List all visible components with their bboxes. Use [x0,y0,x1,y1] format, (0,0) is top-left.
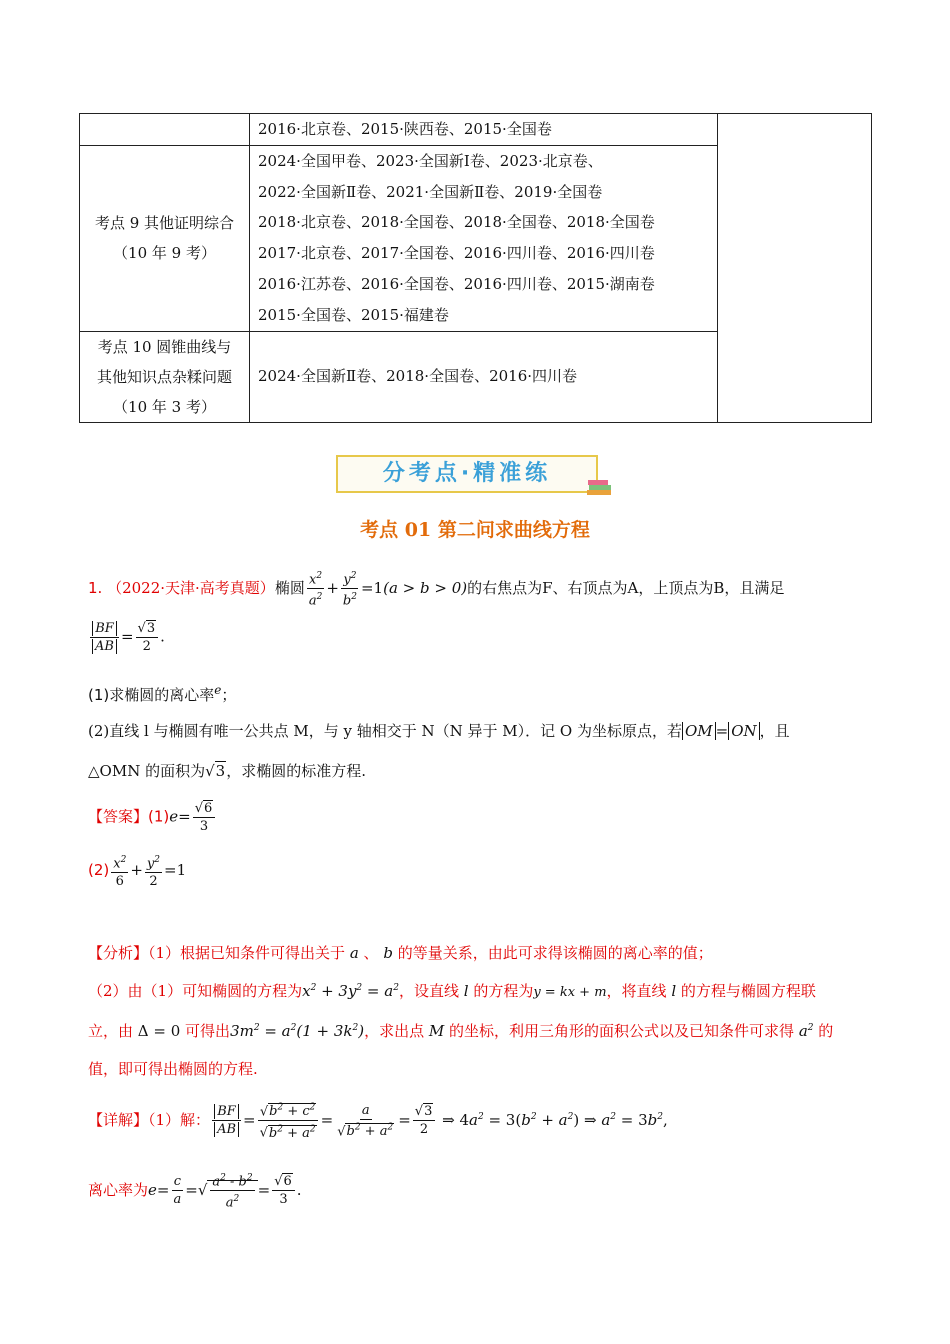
detail-line-2: 离心率为e= $\frac{c}{a}$ =√ $\frac{a^2 - b^2}{a^2}$ = $\frac{√6}{3}$ . [88,1170,302,1212]
analysis-line-2: （2）由（1）可知椭圆的方程为$x^2 + 3y^2 = a^2$，设直线 l 的方程为y = kx + m，将直线 l 的方程与椭圆方程联 [88,982,816,1000]
empty-cell [718,114,872,423]
books-icon [585,478,615,498]
question-2-cont: △OMN 的面积为√3，求椭圆的标准方程. [88,762,366,780]
detail-line-1: 【详解】（1）解： $\frac{BF}{AB}$ = $\frac{√b^2 + c^2}{√b^2 + a^2}$ = $\frac{a}{√b^2 + a^2}$ = $\frac{√3}{2}$ ⇒ $4a^2 = 3(b^2 + a^2)$ ⇒ $a^2 = 3b^2$, [88,1100,668,1142]
question-2: (2)直线 l 与椭圆有唯一公共点 M，与 y 轴相交于 N（N 异于 M）．记 O 为坐标原点，若 OM = ON ，且 [88,722,790,740]
topic-cell: 考点 10 圆锥曲线与 其他知识点杂糅问题 （10 年 3 考） [80,331,250,422]
question-1: (1)求椭圆的离心率$^e$； [88,683,237,704]
y2-over-b2: $\frac{y^2}{b^2}$ [341,568,359,610]
years-cell: 2024·全国甲卷、2023·全国新Ⅰ卷、2023·北京卷、 2022·全国新Ⅱ卷、2021·全国新Ⅱ卷、2019·全国卷 2018·北京卷、2018·全国卷、2018·全国卷、2018·全国卷 2017·北京卷、2017·全国卷、2016·四川卷、2016·四川卷 2016·江苏卷、2016·全国卷、2016·四川卷、2015·湖南卷 2015·全国卷、2015·福建卷 [250,145,718,331]
x2-over-a2: $\frac{x^2}{a^2}$ [307,568,325,610]
exam-index-table [79,113,872,423]
years-cell: 2016·北京卷、2015·陕西卷、2015·全国卷 [250,114,718,146]
topic-cell [80,114,250,146]
analysis-line-1: 【分析】（1）根据已知条件可得出关于 a 、 b 的等量关系，由此可求得该椭圆的离心率的值； [88,944,713,962]
ratio-condition: $\frac{BF}{AB}$ = $\frac{√3}{2}$ . [88,620,165,655]
analysis-line-4: 值，即可得出椭圆的方程. [88,1060,258,1078]
topic-cell: 考点 9 其他证明综合 （10 年 9 考） [80,145,250,331]
answer-1: 【答案】(1)e= $\frac{√6}{3}$ [88,800,217,835]
problem-stem: 1. （2022·天津·高考真题）椭圆 $\frac{x^2}{a^2}$ + $\frac{y^2}{b^2}$ =1(a > b > 0)的右焦点为F、右顶点为A，上顶点为B，且满足 [88,568,784,610]
table-row [80,114,872,146]
section-title: 考点 01 第二问求曲线方程 [360,519,590,541]
analysis-line-3: 立，由 Δ = 0 可得出$3m^2 = a^2(1 + 3k^2)$，求出点 M 的坐标，利用三角形的面积公式以及已知条件可求得 $a^2$ 的 [88,1022,834,1040]
section-banner: 分考点·精准练 [336,455,598,493]
years-cell: 2024·全国新Ⅱ卷、2018·全国卷、2016·四川卷 [250,331,718,422]
answer-2: (2) $\frac{x^2}{6}$ + $\frac{y^2}{2}$ =1 [88,852,186,890]
